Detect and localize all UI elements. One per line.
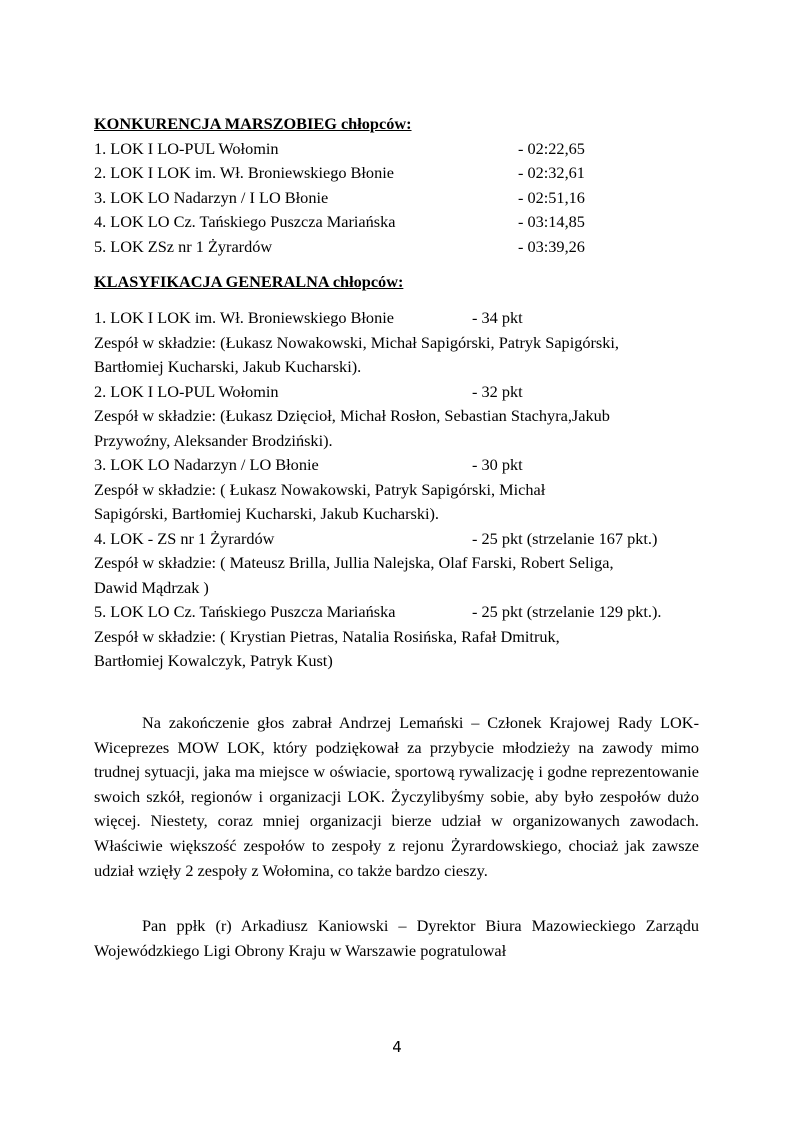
team-members: Zespół w składzie: ( Krystian Pietras, Natalia Rosińska, Rafał Dmitruk, (94, 626, 560, 646)
team-members: Bartłomiej Kucharski, Jakub Kucharski). (94, 357, 362, 376)
result-row (94, 235, 704, 260)
result-time: - 02:22,65 (518, 138, 585, 158)
result-time: - 03:14,85 (518, 212, 585, 231)
marszobieg-section (94, 112, 704, 259)
team-name: 3. LOK LO Nadarzyn / I LO Błonie (94, 187, 329, 207)
classification-row (94, 527, 704, 552)
team-points: - 30 pkt (472, 455, 523, 474)
page-number: 4 (392, 1038, 402, 1056)
result-time: - 03:39,26 (518, 236, 585, 256)
team-members: Bartłomiej Kowalczyk, Patryk Kust) (94, 651, 333, 670)
closing-paragraph: Na zakończenie głos zabrał Andrzej Lemański – Członek Krajowej Rady LOK-Wiceprezes MOW LOK, który podziękował za przybycie młodzieży na zawody mimo trudnej sytuacji, jaka ma miejsce w oświacie, sportową rywalizację i godne reprezentowanie swoich szkół, regionów i organizacji LOK. Życzylibyśmy sobie, aby było zespołów dużo więcej. Niestety, coraz mniej organizacji bierze udział w organizowanych zawodach. Właściwie większość zespołów to zespoły z rejonu Żyrardowskiego, chociaż jak zawsze udział wzięły 2 zespoły z Wołomina, co także bardzo cieszy. (94, 713, 699, 880)
marszobieg-heading: KONKURENCJA MARSZOBIEG chłopców: (94, 114, 412, 133)
classification-row (94, 306, 704, 331)
team-points: - 32 pkt (472, 381, 523, 401)
team-name: 3. LOK LO Nadarzyn / LO Błonie (94, 455, 319, 474)
result-row (94, 161, 704, 186)
klasyfikacja-heading-block (94, 270, 704, 295)
closing-paragraph: Pan ppłk (r) Arkadiusz Kaniowski – Dyrektor Biura Mazowieckiego Zarządu Wojewódzkiego Ligi Obrony Kraju w Warszawie pogratulował (94, 916, 699, 960)
team-name: 1. LOK I LOK im. Wł. Broniewskiego Błonie (94, 308, 394, 327)
team-points: - 25 pkt (strzelanie 167 pkt.) (472, 528, 658, 548)
team-members: Przywoźny, Aleksander Brodziński). (94, 430, 333, 450)
team-name: 5. LOK LO Cz. Tańskiego Puszcza Mariańska (94, 602, 396, 621)
team-name: 4. LOK LO Cz. Tańskiego Puszcza Mariańska (94, 212, 396, 231)
classification-row (94, 380, 704, 405)
team-members: Zespół w składzie: ( Mateusz Brilla, Jullia Nalejska, Olaf Farski, Robert Seliga, (94, 553, 614, 572)
team-name: 1. LOK I LO-PUL Wołomin (94, 138, 279, 158)
team-members: Sapigórski, Bartłomiej Kucharski, Jakub Kucharski). (94, 504, 440, 523)
result-time: - 02:51,16 (518, 187, 585, 207)
classification-row (94, 600, 704, 625)
team-points: - 25 pkt (strzelanie 129 pkt.). (472, 602, 662, 621)
klasyfikacja-list (94, 306, 704, 674)
klasyfikacja-heading: KLASYFIKACJA GENERALNA chłopców: (94, 272, 404, 291)
team-name: 4. LOK - ZS nr 1 Żyrardów (94, 528, 275, 548)
result-row (94, 210, 704, 235)
classification-row (94, 453, 704, 478)
team-name: 5. LOK ZSz nr 1 Żyrardów (94, 236, 273, 256)
team-members: Zespół w składzie: (Łukasz Nowakowski, Michał Sapigórski, Patryk Sapigórski, (94, 332, 619, 352)
team-members: Zespół w składzie: ( Łukasz Nowakowski, Patryk Sapigórski, Michał (94, 479, 546, 499)
result-row (94, 186, 704, 211)
team-members: Zespół w składzie: (Łukasz Dzięcioł, Michał Rosłon, Sebastian Stachyra,Jakub (94, 406, 610, 425)
team-name: 2. LOK I LO-PUL Wołomin (94, 381, 279, 401)
team-name: 2. LOK I LOK im. Wł. Broniewskiego Błonie (94, 163, 394, 182)
team-points: - 34 pkt (472, 308, 523, 327)
team-members: Dawid Mądrzak ) (94, 577, 209, 597)
result-row (94, 137, 704, 162)
result-time: - 02:32,61 (518, 163, 585, 182)
